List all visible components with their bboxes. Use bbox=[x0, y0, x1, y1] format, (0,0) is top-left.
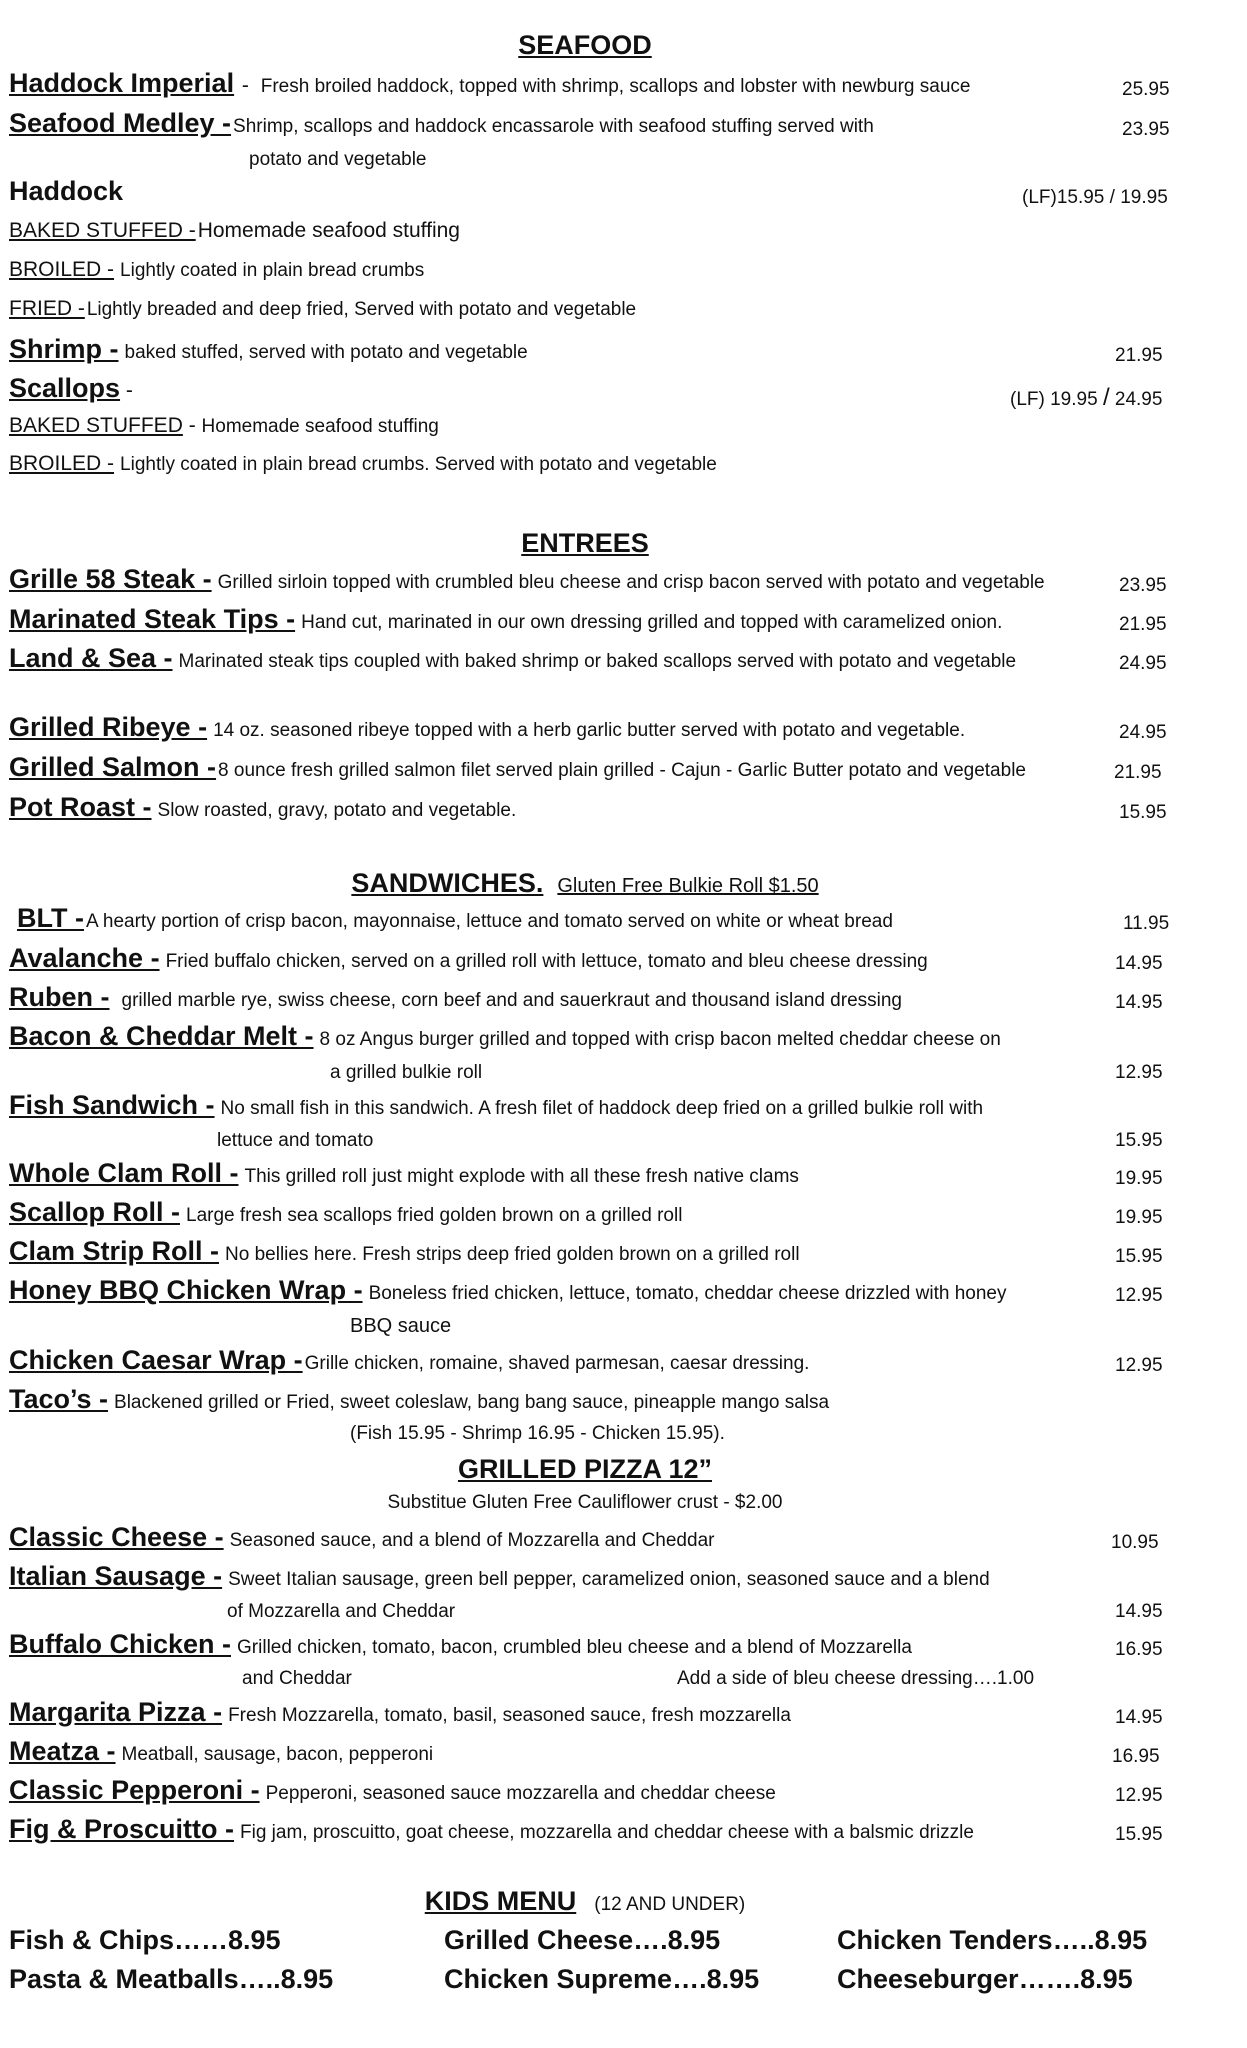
menu-item bbox=[9, 643, 1189, 677]
item-description: 8 oz Angus burger grilled and topped with crisp bacon melted cheddar cheese on bbox=[319, 1029, 1001, 1050]
gluten-free-note: Gluten Free Bulkie Roll $1.50 bbox=[557, 875, 819, 897]
item-name: Pot Roast - bbox=[9, 792, 152, 822]
item-name: Whole Clam Roll - bbox=[9, 1158, 239, 1188]
menu-item bbox=[9, 1775, 1189, 1809]
item-price: 25.95 bbox=[1122, 79, 1170, 100]
kids-heading: KIDS MENU bbox=[424, 1886, 577, 1916]
item-separator: - bbox=[120, 379, 133, 402]
item-description: Fresh broiled haddock, topped with shrimp, scallops and lobster with newburg sauce bbox=[260, 76, 971, 97]
seafood-heading: SEAFOOD bbox=[518, 30, 652, 60]
menu-item bbox=[9, 943, 1189, 977]
price-separator: / bbox=[1102, 384, 1110, 411]
pizza-subheading: Substitue Gluten Free Cauliflower crust - $2.00 bbox=[387, 1492, 783, 1513]
item-price: 14.95 bbox=[1115, 1707, 1163, 1728]
item-price: 10.95 bbox=[1111, 1532, 1159, 1553]
item-description: Marinated steak tips coupled with baked shrimp or baked scallops served with potato and vegetable bbox=[178, 651, 1017, 672]
item-description: Grilled sirloin topped with crumbled bleu cheese and crisp bacon served with potato and vegetable bbox=[217, 572, 1045, 593]
item-name: Grilled Salmon - bbox=[9, 752, 217, 782]
item-name: BROILED - bbox=[9, 258, 115, 281]
menu-item bbox=[9, 258, 1189, 292]
menu-item bbox=[9, 1522, 1189, 1556]
item-price: 15.95 bbox=[1115, 1246, 1163, 1267]
item-description-cont: lettuce and tomato bbox=[217, 1130, 374, 1151]
kids-item: Fish & Chips……8.95 bbox=[9, 1925, 281, 1955]
item-description: Hand cut, marinated in our own dressing grilled and topped with caramelized onion. bbox=[301, 612, 1003, 633]
item-price: 14.95 bbox=[1115, 992, 1163, 1013]
item-description: Shrimp, scallops and haddock encassarole with seafood stuffing served with bbox=[233, 116, 874, 137]
item-description: This grilled roll just might explode with all these fresh native clams bbox=[244, 1166, 799, 1187]
item-name: Buffalo Chicken - bbox=[9, 1629, 232, 1659]
item-description: 14 oz. seasoned ribeye topped with a herb garlic butter served with potato and vegetable. bbox=[213, 720, 966, 741]
item-description: Boneless fried chicken, lettuce, tomato, cheddar cheese drizzled with honey bbox=[368, 1283, 1007, 1304]
kids-age-note: (12 AND UNDER) bbox=[594, 1894, 746, 1915]
item-name: Haddock Imperial bbox=[9, 68, 235, 98]
item-description: Slow roasted, gravy, potato and vegetable. bbox=[157, 800, 517, 821]
item-description: Lightly coated in plain bread crumbs bbox=[120, 260, 425, 281]
item-description: 8 ounce fresh grilled salmon filet served plain grilled - Cajun - Garlic Butter potato and vegetable bbox=[218, 760, 1026, 781]
item-price: 16.95 bbox=[1112, 1746, 1160, 1767]
menu-item bbox=[9, 1021, 1189, 1055]
menu-item bbox=[17, 903, 1197, 937]
item-description-cont: potato and vegetable bbox=[249, 149, 427, 170]
menu-item bbox=[9, 604, 1189, 638]
menu-item bbox=[9, 1814, 1189, 1848]
menu-item bbox=[9, 982, 1189, 1016]
item-description: Meatball, sausage, bacon, pepperoni bbox=[121, 1744, 434, 1765]
item-name: FRIED - bbox=[9, 297, 85, 320]
item-name: BLT - bbox=[17, 903, 84, 933]
item-name: Land & Sea - bbox=[9, 643, 173, 673]
entrees-heading: ENTREES bbox=[521, 528, 649, 558]
item-name: Avalanche - bbox=[9, 943, 160, 973]
item-name: Classic Pepperoni - bbox=[9, 1775, 260, 1805]
sandwiches-heading: SANDWICHES. bbox=[351, 868, 544, 898]
item-price: 23.95 bbox=[1119, 575, 1167, 596]
menu-item bbox=[9, 564, 1189, 598]
menu-item bbox=[9, 334, 1189, 368]
item-description-cont: of Mozzarella and Cheddar bbox=[227, 1601, 456, 1622]
kids-heading-row bbox=[0, 1886, 1170, 1917]
item-name: Classic Cheese - bbox=[9, 1522, 224, 1552]
item-name: Meatza - bbox=[9, 1736, 116, 1766]
menu-item bbox=[9, 414, 1189, 448]
item-name: Margarita Pizza - bbox=[9, 1697, 223, 1727]
item-price: 23.95 bbox=[1122, 119, 1170, 140]
item-name: Haddock bbox=[9, 176, 124, 206]
item-price: 12.95 bbox=[1115, 1785, 1163, 1806]
menu-item bbox=[9, 1561, 1189, 1595]
kids-item: Cheeseburger…….8.95 bbox=[837, 1964, 1133, 1994]
item-price: 21.95 bbox=[1114, 762, 1162, 783]
item-addon-note: Add a side of bleu cheese dressing….1.00 bbox=[677, 1668, 1035, 1689]
menu-item bbox=[9, 1090, 1189, 1124]
item-description: A hearty portion of crisp bacon, mayonnaise, lettuce and tomato served on white or wheat bread bbox=[85, 911, 893, 932]
item-price: 14.95 bbox=[1115, 1601, 1163, 1622]
item-price bbox=[1010, 384, 1162, 412]
item-description: Grilled chicken, tomato, bacon, crumbled bleu cheese and a blend of Mozzarella bbox=[237, 1637, 912, 1658]
item-name: Ruben - bbox=[9, 982, 110, 1012]
item-price: 19.95 bbox=[1115, 1207, 1163, 1228]
menu-item bbox=[9, 1629, 1189, 1663]
menu-item bbox=[9, 176, 1189, 210]
item-description: Grille chicken, romaine, shaved parmesan, caesar dressing. bbox=[304, 1353, 810, 1374]
item-price: 24.95 bbox=[1119, 722, 1167, 743]
item-description-cont: (Fish 15.95 - Shrimp 16.95 - Chicken 15.95). bbox=[350, 1423, 725, 1444]
menu-item bbox=[9, 452, 1189, 486]
item-description: No small fish in this sandwich. A fresh filet of haddock deep fried on a grilled bulkie roll with bbox=[220, 1098, 984, 1119]
item-description: Fig jam, proscuitto, goat cheese, mozzarella and cheddar cheese with a balsmic drizzle bbox=[240, 1822, 974, 1843]
menu-item bbox=[9, 752, 1189, 786]
item-price: 19.95 bbox=[1115, 1168, 1163, 1189]
item-price: 21.95 bbox=[1115, 345, 1163, 366]
item-name: Seafood Medley - bbox=[9, 108, 232, 138]
menu-item bbox=[9, 1158, 1189, 1192]
item-description-cont: a grilled bulkie roll bbox=[330, 1062, 483, 1083]
menu-item bbox=[9, 1345, 1189, 1379]
menu-item bbox=[9, 1275, 1189, 1309]
item-description: Sweet Italian sausage, green bell pepper, caramelized onion, seasoned sauce and a blend bbox=[228, 1569, 990, 1590]
item-price: 15.95 bbox=[1115, 1824, 1163, 1845]
item-description-cont: BBQ sauce bbox=[350, 1315, 452, 1337]
item-name: Scallops bbox=[9, 373, 121, 403]
item-price: 21.95 bbox=[1119, 614, 1167, 635]
item-description-cont: and Cheddar bbox=[242, 1668, 352, 1689]
item-description: Homemade seafood stuffing bbox=[201, 416, 439, 437]
item-description: Lightly coated in plain bread crumbs. Served with potato and vegetable bbox=[120, 454, 717, 475]
item-name: Chicken Caesar Wrap - bbox=[9, 1345, 303, 1375]
item-description: Seasoned sauce, and a blend of Mozzarella and Cheddar bbox=[229, 1530, 715, 1551]
kids-item: Pasta & Meatballs…..8.95 bbox=[9, 1964, 334, 1994]
menu-item bbox=[9, 219, 1189, 253]
item-name: Marinated Steak Tips - bbox=[9, 604, 296, 634]
item-separator: - bbox=[182, 414, 202, 437]
item-price: 15.95 bbox=[1115, 1130, 1163, 1151]
item-name: Bacon & Cheddar Melt - bbox=[9, 1021, 314, 1051]
item-price: 12.95 bbox=[1115, 1355, 1163, 1376]
item-name: Taco’s - bbox=[9, 1384, 109, 1414]
item-name: Fig & Proscuitto - bbox=[9, 1814, 234, 1844]
menu-item bbox=[9, 792, 1189, 826]
menu-item bbox=[9, 297, 1189, 331]
pizza-heading: GRILLED PIZZA 12” bbox=[457, 1454, 713, 1484]
item-description: Large fresh sea scallops fried golden brown on a grilled roll bbox=[186, 1205, 683, 1226]
item-price: 14.95 bbox=[1115, 953, 1163, 974]
item-price: 12.95 bbox=[1115, 1062, 1163, 1083]
item-description: Homemade seafood stuffing bbox=[197, 219, 460, 242]
item-price: 12.95 bbox=[1115, 1285, 1163, 1306]
item-name: Shrimp - bbox=[9, 334, 119, 364]
item-name: BAKED STUFFED bbox=[9, 414, 183, 437]
item-description: grilled marble rye, swiss cheese, corn beef and and sauerkraut and thousand island dressing bbox=[121, 990, 903, 1011]
item-name: Italian Sausage - bbox=[9, 1561, 223, 1591]
kids-item: Chicken Tenders…..8.95 bbox=[837, 1925, 1148, 1955]
price-lunch: (LF) 19.95 bbox=[1010, 389, 1103, 410]
price-dinner: 24.95 bbox=[1109, 389, 1163, 410]
item-price: 11.95 bbox=[1123, 913, 1170, 934]
item-name: BAKED STUFFED - bbox=[9, 219, 196, 242]
kids-item: Grilled Cheese….8.95 bbox=[444, 1925, 721, 1955]
menu-item bbox=[9, 712, 1189, 746]
menu-item bbox=[9, 1736, 1189, 1770]
item-description: Fresh Mozzarella, tomato, basil, seasoned sauce, fresh mozzarella bbox=[228, 1705, 791, 1726]
item-description: baked stuffed, served with potato and vegetable bbox=[124, 342, 528, 363]
item-name: Grilled Ribeye - bbox=[9, 712, 208, 742]
item-separator: - bbox=[236, 74, 255, 97]
sandwiches-heading-row bbox=[0, 868, 1170, 899]
item-description: Pepperoni, seasoned sauce mozzarella and cheddar cheese bbox=[265, 1783, 776, 1804]
item-price: (LF)15.95 / 19.95 bbox=[1022, 187, 1168, 208]
item-price: 15.95 bbox=[1119, 802, 1167, 823]
item-description: Lightly breaded and deep fried, Served with potato and vegetable bbox=[86, 299, 637, 320]
menu-item bbox=[9, 108, 1189, 142]
menu-item bbox=[9, 1697, 1189, 1731]
item-name: Scallop Roll - bbox=[9, 1197, 181, 1227]
item-name: BROILED - bbox=[9, 452, 115, 475]
item-description: No bellies here. Fresh strips deep fried golden brown on a grilled roll bbox=[225, 1244, 800, 1265]
item-name: Clam Strip Roll - bbox=[9, 1236, 220, 1266]
kids-item: Chicken Supreme….8.95 bbox=[444, 1964, 760, 1994]
menu-item bbox=[9, 1236, 1189, 1270]
menu-item bbox=[9, 68, 1189, 102]
menu-item bbox=[9, 1384, 1189, 1418]
item-name: Grille 58 Steak - bbox=[9, 564, 212, 594]
item-description: Fried buffalo chicken, served on a grilled roll with lettuce, tomato and bleu cheese dressing bbox=[165, 951, 928, 972]
item-description: Blackened grilled or Fried, sweet coleslaw, bang bang sauce, pineapple mango salsa bbox=[114, 1392, 830, 1413]
menu-item bbox=[9, 1197, 1189, 1231]
item-name: Honey BBQ Chicken Wrap - bbox=[9, 1275, 363, 1305]
item-price: 16.95 bbox=[1115, 1639, 1163, 1660]
item-price: 24.95 bbox=[1119, 653, 1167, 674]
item-name: Fish Sandwich - bbox=[9, 1090, 215, 1120]
